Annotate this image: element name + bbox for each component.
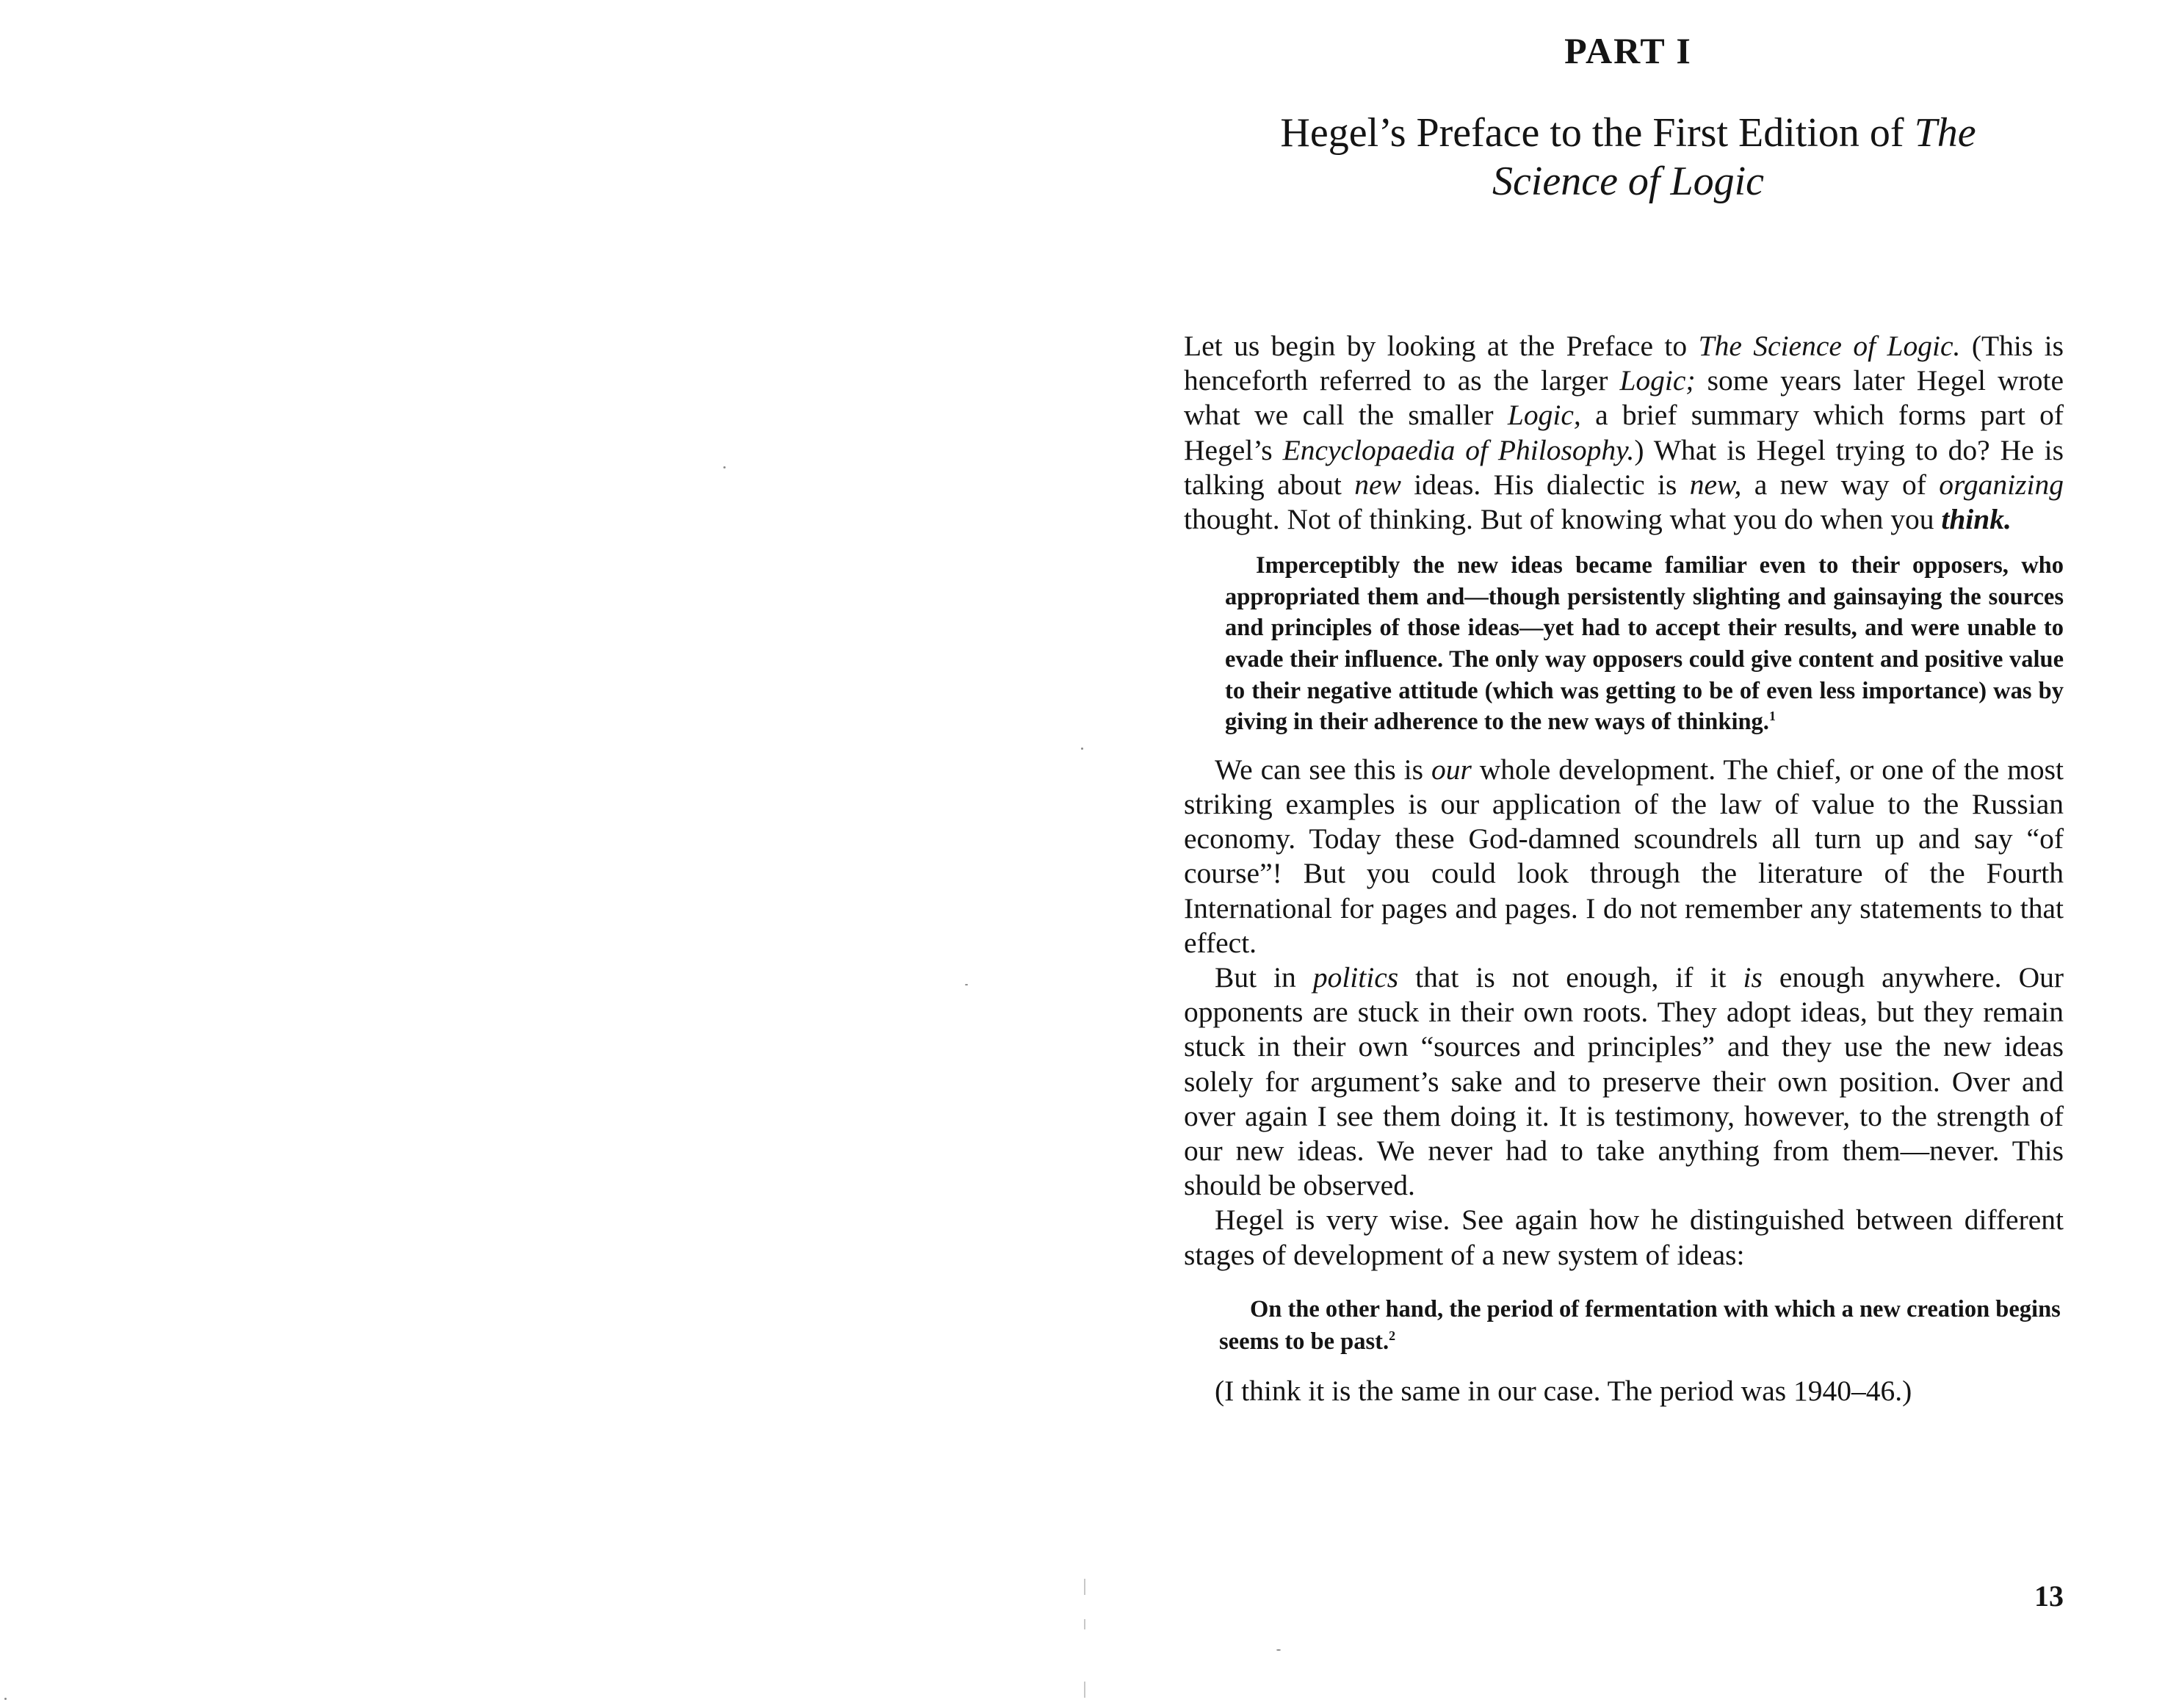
part-label: PART I [1564, 30, 1692, 71]
text-run: a new way of [1741, 468, 1940, 501]
body-text [1184, 329, 2064, 1408]
paragraph-3 [1184, 960, 2064, 1203]
text-run: some years later Hegel wrote what we call the smaller [1184, 364, 2064, 432]
text-run: a brief summary which forms part of Hegel’s [1184, 399, 2064, 466]
page-number: 13 [2034, 1579, 2064, 1613]
italic-run: is [1743, 961, 1763, 994]
text-run: thought. Not of thinking. But of knowing what you do when you [1184, 503, 1942, 536]
chapter-title [1184, 109, 2072, 206]
gutter-shadow [1084, 1619, 1085, 1629]
quote-run: Imperceptibly the new ideas became familiar even to their opposers, who appropriated them and—though persistently slighting and gainsaying the sources and principles of those ideas—yet had to accept their results, and were unable to evade their influence. The only way opposers could give content and positive value to their negative attitude (which was getting to be of even less importance) was by giving in their adherence to the new ways of thinking. [1225, 552, 2064, 736]
left-page-blank [0, 0, 1082, 1708]
scan-speck [965, 984, 968, 985]
text-run: ) What is Hegel trying to do? He is talking about [1184, 433, 2064, 501]
text-run: that is not enough, if it [1398, 961, 1743, 994]
block-quote-2 [1219, 1293, 2064, 1358]
italic-run: Logic; [1619, 364, 1696, 397]
paragraph-2 [1184, 753, 2064, 960]
text-run: But in [1215, 961, 1313, 994]
italic-run: Encyclopaedia of Philosophy. [1282, 433, 1635, 466]
paragraph-1 [1184, 329, 2064, 537]
italic-run: The Science of Logic. [1698, 330, 1961, 362]
text-run: Let us begin by looking at the Preface to [1184, 330, 1699, 362]
chapter-title-text: Hegel’s Preface to the First Edition of [1280, 110, 1915, 156]
paragraph-5: (I think it is the same in our case. The period was 1940–46.) [1215, 1374, 1912, 1407]
block-quote-1 [1225, 550, 2064, 738]
italic-run: new, [1689, 468, 1742, 501]
italic-run: organizing [1939, 468, 2064, 501]
right-page [1184, 0, 2072, 1708]
scan-speck [723, 466, 726, 468]
italic-run: new [1354, 468, 1401, 501]
bold-italic-run: think. [1941, 503, 2012, 536]
quote-run: On the other hand, the period of fermentation with which a new creation begins seems to be past. [1219, 1295, 2061, 1355]
text-run: We can see this is [1215, 753, 1431, 786]
scan-speck [4, 1698, 7, 1700]
scan-speck [1081, 748, 1083, 750]
chapter-title-line-1 [1184, 109, 2072, 157]
chapter-title-italic: The [1914, 110, 1976, 156]
paragraph-4: Hegel is very wise. See again how he distinguished between different stages of development of a new system of ideas: [1184, 1204, 2064, 1271]
footnote-marker: 1 [1768, 709, 1776, 724]
text-run: whole development. The chief, or one of the most striking examples is our application of the law of value to the Russian economy. Today these God-damned scoundrels all turn up and say “of course”! But you could look through the literature of the Fourth International for pages and pages. I do not remember any statements to that effect. [1184, 753, 2064, 959]
footnote-marker: 2 [1389, 1328, 1396, 1343]
block-quote-text [1225, 550, 2064, 738]
chapter-title-line-2: Science of Logic [1492, 159, 1765, 204]
italic-run: Logic, [1507, 399, 1581, 432]
italic-run: politics [1312, 961, 1399, 994]
block-quote-2-text [1219, 1293, 2064, 1358]
gutter-shadow [1084, 1682, 1085, 1698]
gutter-shadow [1084, 1579, 1085, 1595]
text-run: ideas. His dialectic is [1400, 468, 1690, 501]
text-run: (This is henceforth referred to as the larger [1184, 330, 2064, 397]
text-run: enough anywhere. Our opponents are stuck in their own roots. They adopt ideas, but they remain stuck in their own “sources and principles” and they use the new ideas solely for argument’s sake and to preserve their own position. Over and over again I see them doing it. It is testimony, however, to the strength of our new ideas. We never had to take anything from them—never. This should be observed. [1184, 961, 2064, 1202]
italic-run: our [1431, 753, 1472, 786]
